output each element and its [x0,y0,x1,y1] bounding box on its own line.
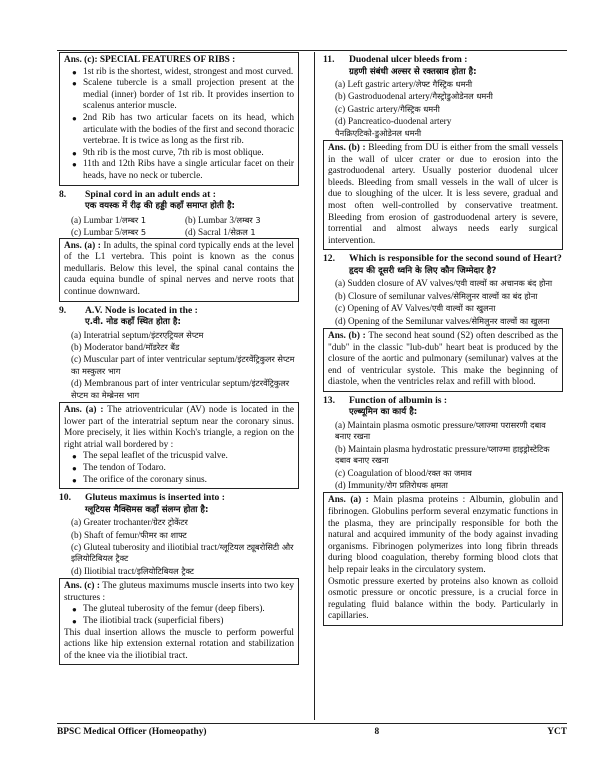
ribs-bullet: ● 9th rib is the most curve, 7th rib is most oblique. [74,148,294,160]
answer-label: Ans. (a) : [64,404,104,415]
option-d: (d) Membranous part of inter ventricular septum/इंटरवेंट्रिकुलर सेप्टम का मेम्ब्रेनस भाग [71,378,290,400]
q13-answer-box [323,492,563,626]
option-b: (b) Shaft of femur/फीमर का शाफ्ट [71,529,187,540]
q10-answer-box [59,578,299,665]
option-c: (c) Lumbar 5/लम्बर 5 [71,226,147,237]
answer-text: The second heat sound (S2) often described as the "dub" in the classic "lub-dub" heart beat is produced by the closure of the aortic and pulmonary (semilunar) valves at the end of ventricular systole. This make the beginning of diastole, when the ventricles relax and refill with blood. [328,331,559,388]
answer-label: Ans. (b) : [328,143,366,154]
option-d: (d) Immunity/रोग प्रतिरोधक क्षमता [335,480,448,490]
ribs-bullet-list [64,67,294,183]
ribs-bullet: ● 2nd Rib has two articular facets on its head, which articulate with the bodies of the first and second thoracic vertebrae. It is twice as long as the first rib. [74,113,294,148]
option-d: (d) Opening of the Semilunar valves/सेमिलुनर वाल्वों का खुलना [335,315,550,326]
answer-bullets [64,451,294,486]
footer-publisher: YCT [547,727,567,737]
option-b: (b) Lumbar 3/लम्बर 3 [185,214,261,225]
top-rule [57,50,567,51]
question-9 [59,305,299,329]
answer-bullet: ● The tendon of Todaro. [74,463,294,475]
option-a: (a) Interatrial septum/इंटरएट्रियल सेप्टम [71,329,204,340]
question-12 [323,253,563,277]
answer-bullet: ● The sepal leaflet of the tricuspid valve. [74,451,294,463]
page-content [57,52,567,742]
answer-label: Ans. (a) : [328,495,369,506]
option-a: (a) Greater trochanter/ग्रेटर ट्रोकेंटर [71,517,188,528]
question-number: 12. [323,253,335,265]
q11-answer-box [323,140,563,250]
question-text: Function of albumin is : [349,394,448,406]
question-number: 11. [323,54,335,65]
option-a: (a) Left gastric artery/लेफ्ट गैस्ट्रिक धमनी [335,79,473,89]
option-b: (b) Gastroduodenal artery/गैस्ट्रोडुओडेनल धमनी [335,91,493,102]
ribs-title: Ans. (c): SPECIAL FEATURES OF RIBS : [64,55,236,65]
answer-text: The gluteus maximums muscle inserts into two key structures : [64,581,294,603]
column-divider [314,52,315,720]
question-8 [59,189,299,213]
option-a: (a) Maintain plasma osmotic pressure/प्लाज्मा परासरणी दबाव बनाए रखना [335,419,546,442]
answer-label: Ans. (c) : [64,581,101,592]
option-c: (c) Opening of AV Valves/एवी वाल्वों का खुलना [335,303,496,314]
ribs-bullet: ● Scalene tubercle is a small projection present at the medial (inner) border of 1st rib. It provides insertion to scalenus anterior muscle. [74,78,294,113]
option-b: (b) Moderator band/मॉडरेटर बैंड [71,341,180,352]
page-number: 8 [374,727,380,737]
option-c: (c) Gluteal tuberosity and iliotibial tract/ग्लूटियल ट्यूबरोसिटी और इलियोटिबियल ट्रैक्ट [71,541,294,564]
answer-label: Ans. (a) : [64,240,101,251]
option-b: (b) Closure of semilunar valves/सेमिलुनर वाल्वों का बंद होना [335,290,538,301]
answer-bullet: ● The iliotibial track (superficial fibers) [74,616,294,628]
option-a: (a) Sudden closure of AV valves/एवी वाल्वों का अचानक बंद होना [335,278,553,289]
ribs-bullet: ● 1st rib is the shortest, widest, strongest and most curved. [74,67,294,79]
question-text-hindi: एक वयस्क में रीढ़ की हड्डी कहाँ समाप्त होती है: [85,201,235,212]
question-number: 10. [59,492,71,504]
question-10 [59,492,299,516]
ribs-answer-box [59,52,299,186]
q8-answer-box [59,238,299,302]
left-column [59,52,299,668]
option-c: (c) Gastric artery/गैस्ट्रिक धमनी [335,103,440,114]
answer-text: Main plasma proteins : Albumin, globulin and fibrinogen. Globulins perform several enzymatic functions in the plasma, they are principally responsible for both the natural and acquired immunity of the body against invading organisms. Fibrinogen polymerizes into long fibrin threads during blood coagulation, thereby forming blood clots that help repair leaks in the circulatory system. [328,495,558,575]
option-b: (b) Maintain plasma hydrostatic pressure/प्लाज्मा हाइड्रोस्टेटिक दबाव बनाए रखना [335,443,550,466]
option-d: (d) Iliotibial tract/इलियोटिबियल ट्रैक्ट [71,565,195,576]
answer-closing: This dual insertion allows the muscle to perform powerful actions like hip extension external rotation and stabilization of the knee via the iliotibial tract. [64,627,294,661]
answer-bullets [64,604,294,627]
question-11 [323,54,563,78]
option-a: (a) Lumbar 1/लम्बर 1 [71,214,147,225]
answer-text: Bleeding from DU is either from the small vessels in the wall of ulcer crater or due to erosion into the gastroduodenal artery. Usually posterior duodenal ulcer bleeds. Bleeding from small vessels in the wall of ulcer is due to sloughing of the ulcer. It is less severe, gradual and most often well-controlled by conservative treatment. Bleeding from erosion of gastroduodenal artery is severe, torrential and almost always needs early surgical intervention. [328,143,558,246]
option-c: (c) Coagulation of blood/रक्त का जमाव [335,467,472,478]
q8-options [59,214,299,238]
answer-text: In adults, the spinal cord typically ends at the level of the L1 vertebra. This point is known as the conus medullaris. Below this level, the spinal canal contains the cauda equina bundle of spinal nerves and nerve roots that continue downward. [64,240,294,297]
page-footer [57,723,567,737]
answer-bullet: ● The orifice of the coronary sinus. [74,475,294,487]
question-text-hindi: हृदय की दूसरी ध्वनि के लिए कौन जिम्मेदार है? [349,265,497,276]
question-text: Spinal cord in an adult ends at : [85,188,216,200]
option-c: (c) Muscular part of inter ventricular septum/इंटरवेंट्रिकुलर सेप्टम का मस्कुलर भाग [71,354,295,376]
question-text: Which is responsible for the second sound of Heart? [349,253,562,265]
q12-answer-box [323,328,563,392]
question-text-hindi: ग्रहणी संबंधी अल्सर से रक्तस्राव होता है: [349,66,477,77]
question-13 [323,395,563,419]
question-number: 8. [59,188,67,200]
answer-bullet: ● The gluteal tuberosity of the femur (deep fibers). [74,604,294,616]
answer-label: Ans. (b) : [328,331,366,341]
question-number: 13. [323,394,335,406]
question-number: 9. [59,304,67,316]
question-text-hindi: एल्ब्यूमिन का कार्य है: [349,407,418,418]
question-text: A.V. Node is located in the : [85,304,198,316]
question-text-hindi: ग्लूटियस मैक्सिमस कहाँ संलग्न होता है: [85,504,209,515]
question-text: Gluteus maximus is inserted into : [85,492,225,504]
ribs-bullet: ● 11th and 12th Ribs have a single articular facet on their heads, have no neck or tubercle. [74,159,294,182]
question-text: Duodenal ulcer bleeds from : [349,54,468,65]
answer-text-continued: Osmotic pressure exerted by proteins also known as colloid osmotic pressure or oncotic pressure, is a crucial force in regulating fluid balance within the body. Particularly in capillaries. [328,576,558,622]
answer-text: The atrioventricular (AV) node is located in the lower part of the interatrial septum near the coronary sinus. More precisely, it lies within Koch's triangle, a region on the right atrial wall bordered by : [64,404,294,450]
right-column [323,52,563,629]
q9-answer-box [59,402,299,489]
question-text-hindi: ए.वी. नोड कहाँ स्थित होता है: [85,317,181,327]
option-d: (d) Pancreatico-duodenal artery पैनक्रिएटिको-डुओडेनल धमनी [335,116,452,138]
option-d: (d) Sacral 1/सेक्रल 1 [185,226,256,237]
footer-title: BPSC Medical Officer (Homeopathy) [57,727,207,737]
